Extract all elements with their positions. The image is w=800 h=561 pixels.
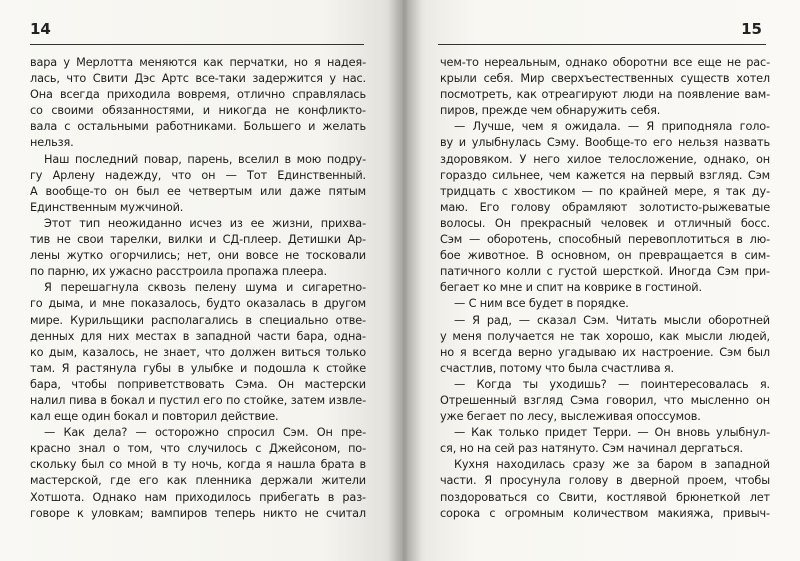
- text-line: скольку был со мной в ту ночь, когда я нашла брата в: [30, 458, 366, 472]
- text-line: бое животное. В основном, он превращается в сим-: [440, 249, 770, 263]
- text-line: — Лучше, чем я ожидала. — Я приподняла голо-: [454, 120, 770, 134]
- text-line: по парню, их ужасно расстроила пропажа плеера.: [30, 265, 327, 279]
- text-line: посмотреть, как отреагируют люди на появление вам-: [440, 88, 770, 102]
- text-line: сорока с огромным количеством макияжа, привыч-: [440, 506, 770, 520]
- text-line: Наш последний повар, парень, вселил в мою подру-: [44, 152, 366, 166]
- text-line: Единственным мужчиной.: [30, 200, 184, 214]
- text-line: уже бегает по лесу, выслеживая опоссумов.: [440, 410, 701, 424]
- text-line: Кухня находилась сразу же за баром в западной: [454, 458, 770, 472]
- right-page: [404, 0, 800, 561]
- text-line: ко дым, казалось, не знает, что должен виться только: [30, 345, 366, 359]
- text-line: — Когда ты уходишь? — поинтересовалась я.: [454, 377, 770, 391]
- text-line: гораздо сильнее, чем кажется на первый взгляд. Сэм: [440, 168, 770, 182]
- text-line: красно знал о том, что случилось с Джейсоном, по-: [30, 442, 366, 456]
- text-line: Отрешенный взгляд Сэма говорил, что мысленно он: [440, 393, 770, 407]
- text-line: вала с остальными работниками. Большего и желать: [30, 120, 366, 134]
- header-rule: [438, 44, 766, 45]
- page-number: 14: [30, 20, 51, 38]
- text-line: счастлив, потому что была счастлива я.: [440, 361, 674, 375]
- text-line: Она всегда приходила вовремя, отлично справлялась: [30, 88, 366, 102]
- text-line: ся, но на сей раз натянуто. Сэм начинал дергаться.: [440, 442, 743, 456]
- text-line: пиров, прежде чем обнаружить себя.: [440, 104, 661, 118]
- body-text: [30, 55, 366, 522]
- text-line: бегает ко мне и спит на коврике в гостиной.: [440, 281, 702, 295]
- text-line: со своими обязанностями, и никогда не конфликто-: [30, 104, 366, 118]
- text-line: крыли себя. Мир сверхъестественных существ хотел: [440, 72, 770, 86]
- text-line: бара, чтобы поприветствовать Сэма. Он мастерски: [30, 377, 366, 391]
- header-rule: [30, 44, 364, 45]
- text-line: лась, что Свити Дэс Артс все-таки задержится у нас.: [30, 72, 366, 86]
- text-line: говоре к уловкам; вампиров теперь никто не считал: [30, 506, 366, 520]
- text-line: Хотшота. Однако нам приходилось прибегать в раз-: [30, 490, 366, 504]
- body-text: [440, 55, 770, 522]
- text-line: лены жутко огорчились; нет, они вовсе не тосковали: [30, 249, 366, 263]
- text-line: тив не свои тарелки, вилки и СД-плеер. Детишки Ар-: [30, 233, 366, 247]
- text-line: кал еще один бокал и повторил действие.: [30, 410, 279, 424]
- text-line: чем-то нереальным, однако оборотни все еще не рас-: [440, 56, 770, 69]
- text-line: тридцать с хвостиком — по крайней мере, я так ду-: [440, 184, 770, 198]
- text-line: волосы. Он прекрасный человек и отличный босс.: [440, 216, 770, 230]
- text-line: патичного колли с густой шерсткой. Иногда Сэм при-: [440, 265, 770, 279]
- text-line: ву и улыбнулась Сэму. Вообще-то его нельзя назвать: [440, 136, 770, 150]
- text-line: го дыма, и мне показалось, будто оказалась в другом: [30, 297, 366, 311]
- text-line: части. Я просунула голову в дверной проем, чтобы: [440, 474, 770, 488]
- text-line: налил пива в бокал и пустил его по стойке, затем извле-: [30, 393, 366, 407]
- text-line: Сэм — оборотень, способный перевоплотиться в лю-: [440, 233, 770, 247]
- text-line: А вообще-то он был ее четвертым или даже пятым: [30, 184, 366, 198]
- text-line: Я перешагнула сквозь пелену шума и сигаретно-: [44, 281, 366, 295]
- text-line: поздороваться со Свити, костлявой брюнеткой лет: [440, 490, 770, 504]
- text-line: вара у Мерлотта меняются как перчатки, но я надея-: [30, 56, 366, 69]
- text-line: денных для них местах в западной части бара, одна-: [30, 329, 366, 343]
- text-line: здоровяком. У него хилое телосложение, однако, он: [440, 152, 770, 166]
- text-line: — Как дела? — осторожно спросил Сэм. Он пре-: [44, 426, 366, 440]
- text-line: гу Арлену надежду, что он — Тот Единственный.: [30, 168, 366, 182]
- text-line: маю. Его голову обрамляют золотисто-рыжеватые: [440, 200, 770, 214]
- text-line: нельзя.: [30, 136, 74, 150]
- text-line: мире. Курильщики располагались в специально отве-: [30, 313, 366, 327]
- text-line: Этот тип неожиданно исчез из ее жизни, прихва-: [44, 216, 366, 230]
- text-line: — Я рад, — сказал Сэм. Читать мысли оборотней: [454, 313, 770, 327]
- text-line: — Как только придет Терри. — Он вновь улыбнул-: [454, 426, 770, 440]
- text-line: мастерской, где его как пленника держали жители: [30, 474, 366, 488]
- page-number: 15: [741, 20, 762, 38]
- text-line: у меня получается не так хорошо, как мысли людей,: [440, 329, 770, 343]
- text-line: но я всегда верно угадываю их настроение. Сэм был: [440, 345, 770, 359]
- text-line: там. Я растянула губы в улыбке и подошла к стойке: [30, 361, 366, 375]
- text-line: — С ним все будет в порядке.: [454, 297, 629, 311]
